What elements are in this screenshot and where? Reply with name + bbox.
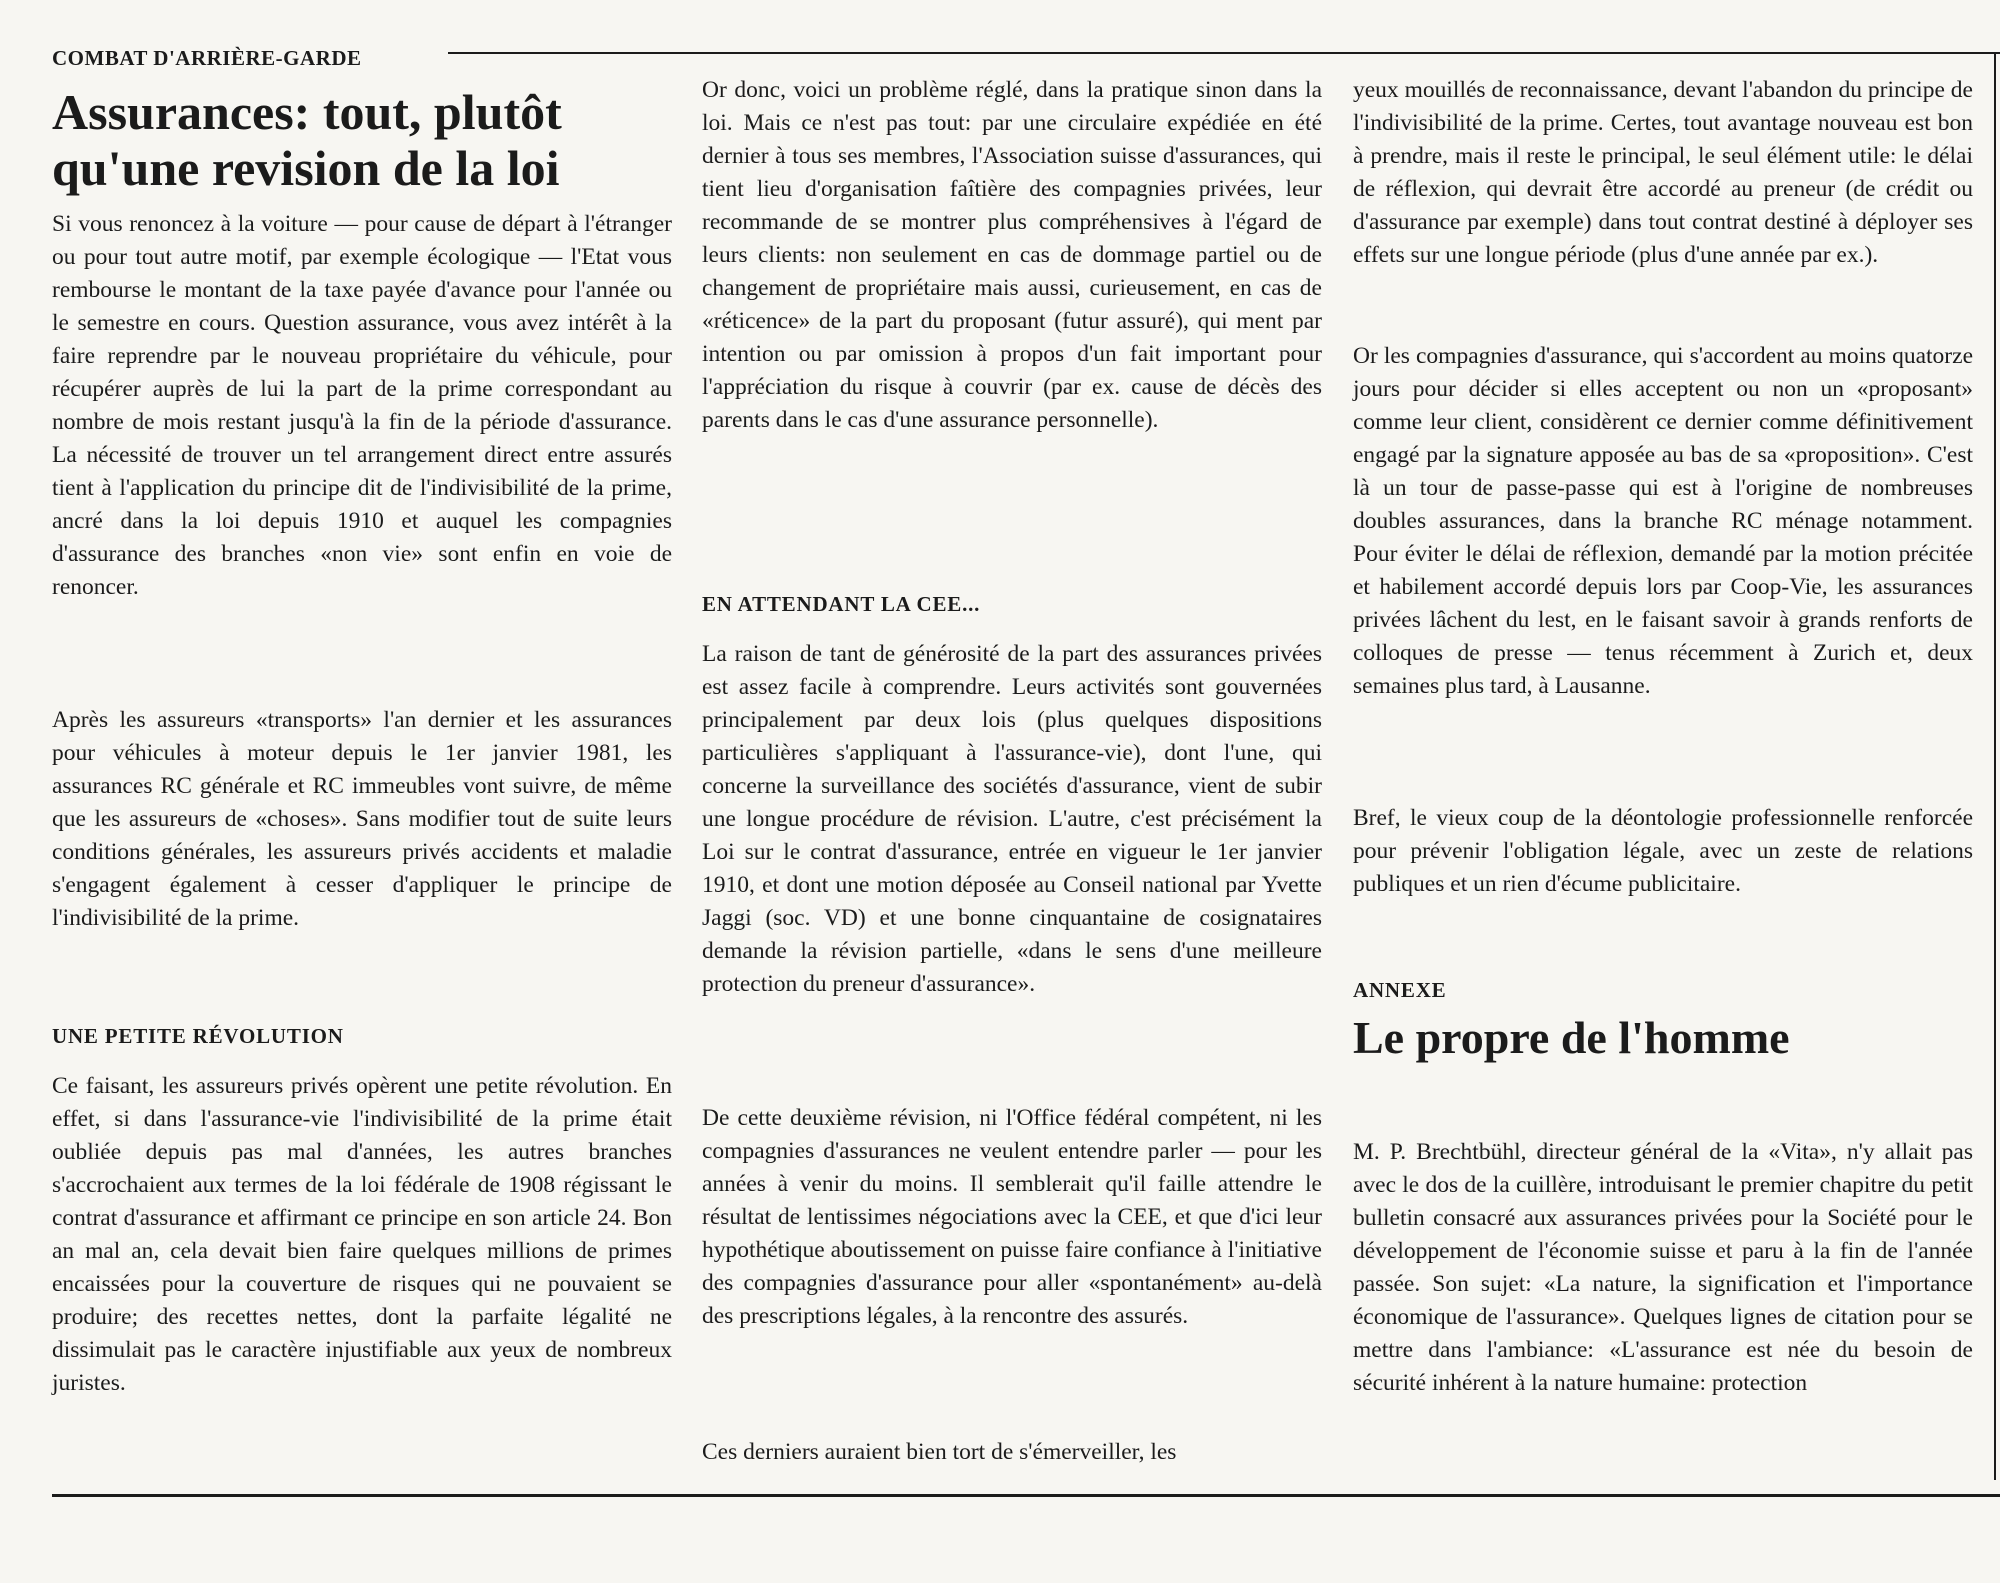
subheading-attendant-cee: EN ATTENDANT LA CEE... (702, 592, 981, 616)
column-2-paragraph-3: De cette deuxième révision, ni l'Office fédéral compétent, ni les compagnies d'assurances ne veulent entendre parler — pour les années à venir du moins. Il semblerait qu'il faille attendre le résultat de lentissimes négociations avec la CEE, et que d'ici leur hypothétique aboutissement on puisse faire confiance à l'initiative des compagnies d'assurance pour aller «spontanément» au-delà des prescriptions légales, à la rencontre des assurés. (702, 1105, 1322, 1329)
article-kicker: COMBAT D'ARRIÈRE-GARDE (52, 46, 362, 70)
column-3-paragraph-2: Or les compagnies d'assurance, qui s'accordent au moins quatorze jours pour décider si elles acceptent ou non un «proposant» comme leur client, considèrent ce dernier comme définitivement engagé par la signature apposée au bas de sa «proposition». C'est là un tour de passe-passe qui est à l'origine de nombreuses doubles assurances, dans la branche RC ménage notamment. Pour éviter le délai de réflexion, demandé par la motion précitée et habilement accordé depuis lors par Coop-Vie, les assurances privées lâchent du lest, en le faisant savoir à grands renforts de colloques de presse — tenus récemment à Zurich et, deux semaines plus tard, à Lausanne. (1353, 343, 1973, 699)
column-3-paragraph-3: Bref, le vieux coup de la déontologie professionnelle renforcée pour prévenir l'obligation légale, avec un zeste de relations publiques et un rien d'écume publicitaire. (1353, 805, 1973, 897)
column-2-paragraph-2: La raison de tant de générosité de la part des assurances privées est assez facile à comprendre. Leurs activités sont gouvernées principalement par deux lois (plus quelques dispositions particulières s'appliquant à l'assurance-vie), dont l'une, qui concerne la surveillance des sociétés d'assurance, vient de subir une longue procédure de révision. L'autre, c'est précisément la Loi sur le contrat d'assurance, entrée en vigueur le 1er janvier 1910, et dont une motion déposée au Conseil national par Yvette Jaggi (soc. VD) et une bonne cinquantaine de cosignataires demande la révision partielle, «dans le sens d'une meilleure protection du preneur d'assurance». (702, 641, 1322, 997)
subheading-petite-revolution: UNE PETITE RÉVOLUTION (52, 1024, 344, 1048)
column-3-paragraph-4: M. P. Brechtbühl, directeur général de la «Vita», n'y allait pas avec le dos de la cuillère, introduisant le premier chapitre du petit bulletin consacré aux assurances privées pour la Société pour le développement de l'économie suisse et paru à la fin de l'année passée. Son sujet: «La nature, la signification et l'importance économique de l'assurance». Quelques lignes de citation pour se mettre dans l'ambiance: «L'assurance est née du besoin de sécurité inhérent à la nature humaine: protection (1353, 1139, 1973, 1396)
annexe-headline: Le propre de l'homme (1353, 1012, 1790, 1063)
column-1-paragraph-1: Si vous renoncez à la voiture — pour cause de départ à l'étranger ou pour tout autre motif, par exemple écologique — l'Etat vous rembourse le montant de la taxe payée d'avance pour l'année ou le semestre en cours. Question assurance, vous avez intérêt à la faire reprendre par le nouveau propriétaire du véhicule, pour récupérer auprès de lui la part de la prime correspondant au nombre de mois restant jusqu'à la fin de la période d'assurance. La nécessité de trouver un tel arrangement direct entre assurés tient à l'application du principe dit de l'indivisibilité de la prime, ancré dans la loi depuis 1910 et auquel les compagnies d'assurance des branches «non vie» sont enfin en voie de renoncer. (52, 211, 672, 600)
column-2-paragraph-1: Or donc, voici un problème réglé, dans la pratique sinon dans la loi. Mais ce n'est pas tout: par une circulaire expédiée en été dernier à tous ses membres, l'Association suisse d'assurances, qui tient lieu d'organisation faîtière des compagnies privées, leur recommande de se montrer plus compréhensives à l'égard de leurs clients: non seulement en cas de dommage partiel ou de changement de propriétaire mais aussi, curieusement, en cas de «réticence» de la part du proposant (futur assuré), qui ment par intention ou par omission à propos d'un fait important pour l'appréciation du risque à couvrir (par ex. cause de décès des parents dans le cas d'une assurance personnelle). (702, 77, 1322, 433)
column-1-paragraph-3: Ce faisant, les assureurs privés opèrent une petite révolution. En effet, si dans l'assurance-vie l'indivisibilité de la prime était oubliée depuis pas mal d'années, les autres branches s'accrochaient aux termes de la loi fédérale de 1908 régissant le contrat d'assurance et affirmant ce principe en son article 24. Bon an mal an, cela devait bien faire quelques millions de primes encaissées pour la couverture de risques qui ne pouvaient se produire; des recettes nettes, dont la parfaite légalité ne dissimulait pas le caractère injustifiable aux yeux de nombreux juristes. (52, 1073, 672, 1396)
column-1-paragraph-2: Après les assureurs «transports» l'an dernier et les assurances pour véhicules à moteur depuis le 1er janvier 1981, les assurances RC générale et RC immeubles vont suivre, de même que les assureurs de «choses». Sans modifier tout de suite leurs conditions générales, les assureurs privés accidents et maladie s'engagent également à cesser d'appliquer le principe de l'indivisibilité de la prime. (52, 707, 672, 931)
column-3-paragraph-1: yeux mouillés de reconnaissance, devant l'abandon du principe de l'indivisibilité de la prime. Certes, tout avantage nouveau est bon à prendre, mais il reste le principal, le seul élément utile: le délai de réflexion, qui devrait être accordé au preneur (de crédit ou d'assurance par exemple) dans tout contrat destiné à déployer ses effets sur une longue période (plus d'une année par ex.). (1353, 77, 1973, 268)
article-headline: Assurances: tout, plutôt qu'une revision de la loi (52, 84, 562, 196)
subheading-annexe: ANNEXE (1353, 978, 1447, 1002)
top-rule (448, 52, 2000, 54)
right-rule (1994, 52, 1996, 1480)
bottom-rule (52, 1494, 2000, 1497)
column-2-paragraph-4: Ces derniers auraient bien tort de s'émerveiller, les (702, 1439, 1177, 1465)
